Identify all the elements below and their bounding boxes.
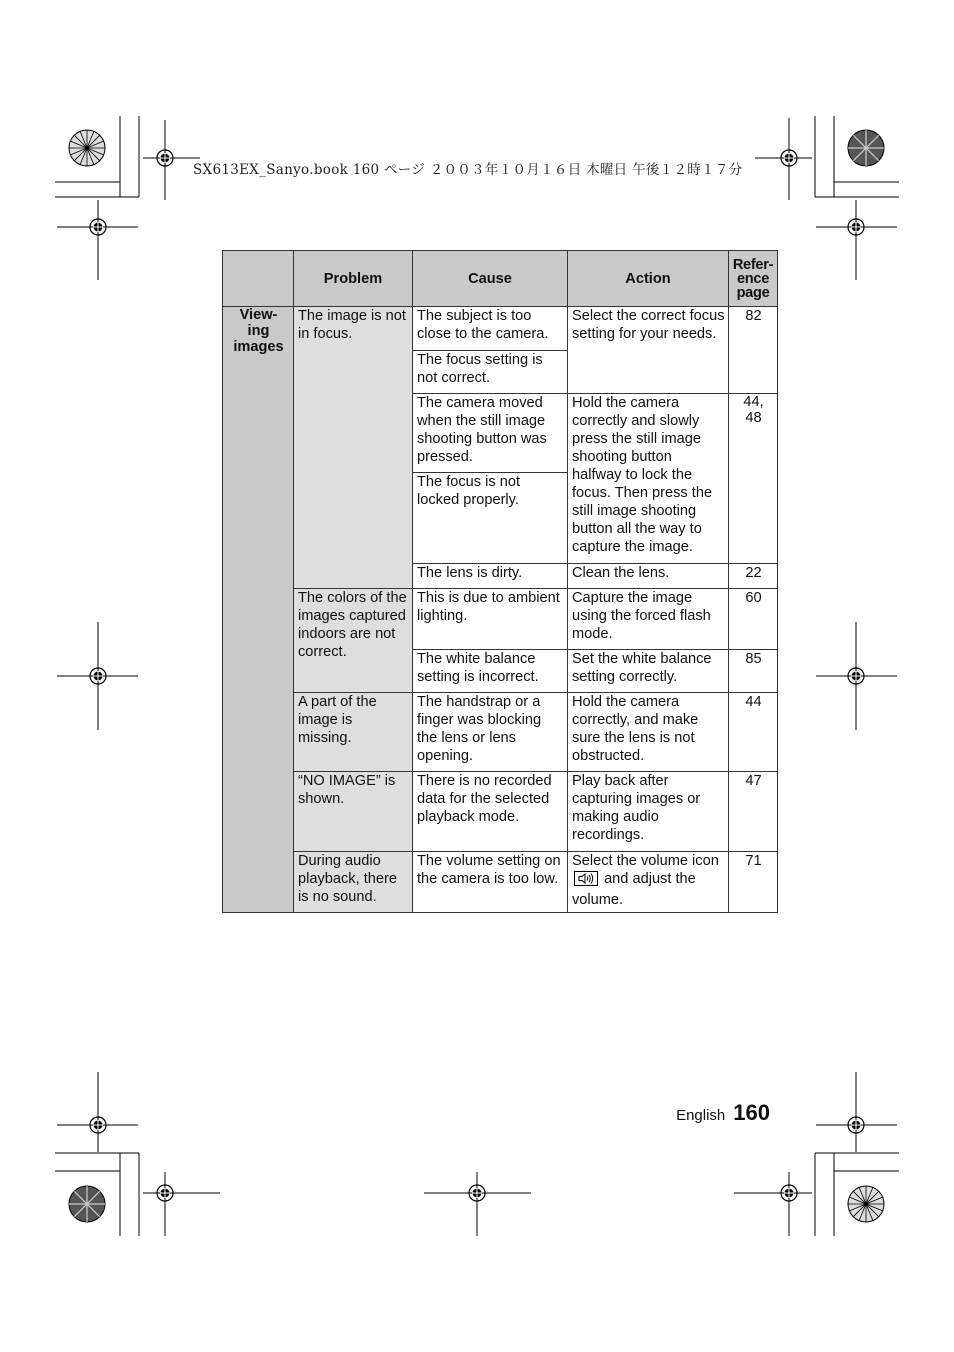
page-footer bbox=[676, 1100, 770, 1126]
table-row bbox=[223, 307, 778, 351]
category-cell: View- ing images bbox=[223, 307, 294, 913]
problem-cell: A part of the image is missing. bbox=[294, 693, 413, 772]
problem-cell: “NO IMAGE” is shown. bbox=[294, 772, 413, 852]
action-cell: Select the volume icon and adjust the volume. bbox=[568, 852, 729, 913]
problem-cell: During audio playback, there is no sound. bbox=[294, 852, 413, 913]
reference-cell: 85 bbox=[729, 650, 778, 693]
cause-cell: The camera moved when the still image shooting button was pressed. bbox=[413, 394, 568, 473]
reference-page-header: Refer- ence page bbox=[729, 251, 778, 307]
table-row bbox=[223, 852, 778, 913]
reference-cell: 44 bbox=[729, 693, 778, 772]
volume-icon bbox=[574, 871, 598, 891]
action-cell: Set the white balance setting correctly. bbox=[568, 650, 729, 693]
cause-cell: The white balance setting is incorrect. bbox=[413, 650, 568, 693]
cause-cell: The focus setting is not correct. bbox=[413, 351, 568, 394]
cause-cell: The subject is too close to the camera. bbox=[413, 307, 568, 351]
action-cell: Play back after capturing images or making audio recordings. bbox=[568, 772, 729, 852]
reference-cell: 60 bbox=[729, 589, 778, 650]
print-header-line: SX613EX_Sanyo.book 160 ページ ２００３年１０月１６日 木曜日 午後１２時１７分 bbox=[193, 162, 743, 178]
troubleshooting-table bbox=[222, 250, 778, 913]
action-cell: Hold the camera correctly, and make sure the lens is not obstructed. bbox=[568, 693, 729, 772]
category-header bbox=[223, 251, 294, 307]
table-header-row bbox=[223, 251, 778, 307]
cause-cell: There is no recorded data for the selected playback mode. bbox=[413, 772, 568, 852]
cause-cell: This is due to ambient lighting. bbox=[413, 589, 568, 650]
cause-cell: The lens is dirty. bbox=[413, 564, 568, 589]
cause-cell: The focus is not locked properly. bbox=[413, 473, 568, 564]
action-cell: Capture the image using the forced flash mode. bbox=[568, 589, 729, 650]
action-cell: Hold the camera correctly and slowly press the still image shooting button halfway to lock the focus. Then press the still image shooting button all the way to capture the image. bbox=[568, 394, 729, 564]
cause-header: Cause bbox=[413, 251, 568, 307]
problem-cell: The image is not in focus. bbox=[294, 307, 413, 589]
table-row bbox=[223, 693, 778, 772]
problem-header: Problem bbox=[294, 251, 413, 307]
problem-cell: The colors of the images captured indoors are not correct. bbox=[294, 589, 413, 693]
reference-cell: 47 bbox=[729, 772, 778, 852]
cause-cell: The volume setting on the camera is too low. bbox=[413, 852, 568, 913]
action-cell: Select the correct focus setting for your needs. bbox=[568, 307, 729, 394]
cause-cell: The handstrap or a finger was blocking the lens or lens opening. bbox=[413, 693, 568, 772]
action-cell: Clean the lens. bbox=[568, 564, 729, 589]
reference-cell: 71 bbox=[729, 852, 778, 913]
action-header: Action bbox=[568, 251, 729, 307]
footer-language: English bbox=[676, 1107, 726, 1124]
page-number: 160 bbox=[733, 1100, 770, 1125]
table-row bbox=[223, 772, 778, 852]
reference-cell: 82 bbox=[729, 307, 778, 394]
reference-cell: 44, 48 bbox=[729, 394, 778, 564]
table-row bbox=[223, 589, 778, 650]
reference-cell: 22 bbox=[729, 564, 778, 589]
